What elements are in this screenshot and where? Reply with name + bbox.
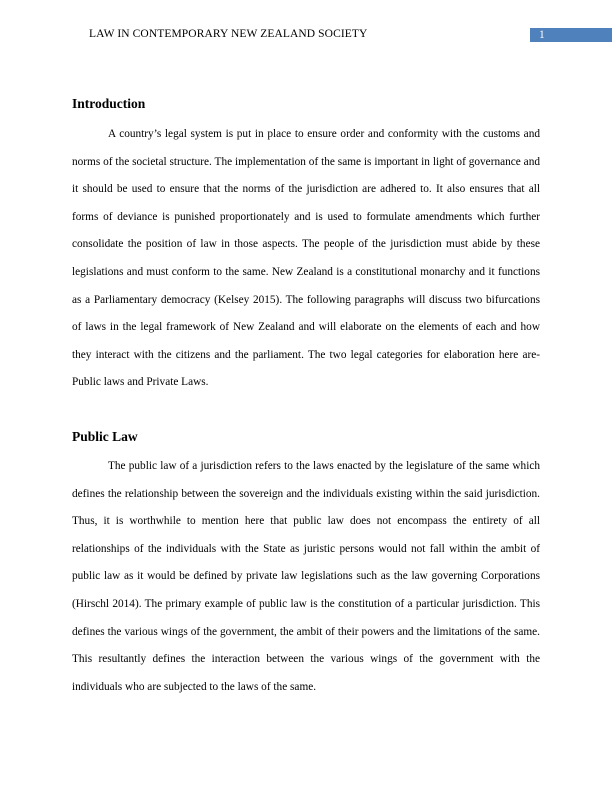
public-law-section (72, 425, 540, 701)
running-header-title: LAW IN CONTEMPORARY NEW ZEALAND SOCIETY (89, 28, 368, 40)
introduction-section (72, 92, 540, 397)
introduction-paragraph: A country’s legal system is put in place to ensure order and conformity with the customs and norms of the societal structure. The implementation of the same is important in light of governance and it should be used to ensure that the norms of the jurisdiction are adhered to. It also ensures that all forms of deviance is punished proportionately and is used to formulate amendments which further consolidate the position of law in those aspects. The people of the jurisdiction must abide by these legislations and must conform to the same. New Zealand is a constitutional monarchy and it functions as a Parliamentary democracy (Kelsey 2015). The following paragraphs will discuss two bifurcations of laws in the legal framework of New Zealand and will elaborate on the elements of each and how they interact with the citizens and the parliament. The two legal categories for elaboration here are- Public laws and Private Laws. (72, 128, 540, 389)
page-number-badge (530, 28, 612, 42)
page-number: 1 (539, 29, 545, 41)
public-law-paragraph: The public law of a jurisdiction refers to the laws enacted by the legislature of the same which defines the relationship between the sovereign and the individuals existing within the said jurisdiction. Thus, it is worthwhile to mention here that public law does not encompass the entirety of all relationships of the individuals with the State as juristic persons would not fall within the ambit of public law as it would be defined by private law legislations such as the law governing Corporations (Hirschl 2014). The primary example of public law is the constitution of a particular jurisdiction. This defines the various wings of the government, the ambit of their powers and the limitations of the same. This resultantly defines the interaction between the various wings of the government with the individuals who are subjected to the laws of the same. (72, 459, 540, 693)
section-heading-introduction: Introduction (72, 96, 146, 111)
section-heading-public-law: Public Law (72, 428, 138, 444)
document-body (72, 92, 540, 701)
